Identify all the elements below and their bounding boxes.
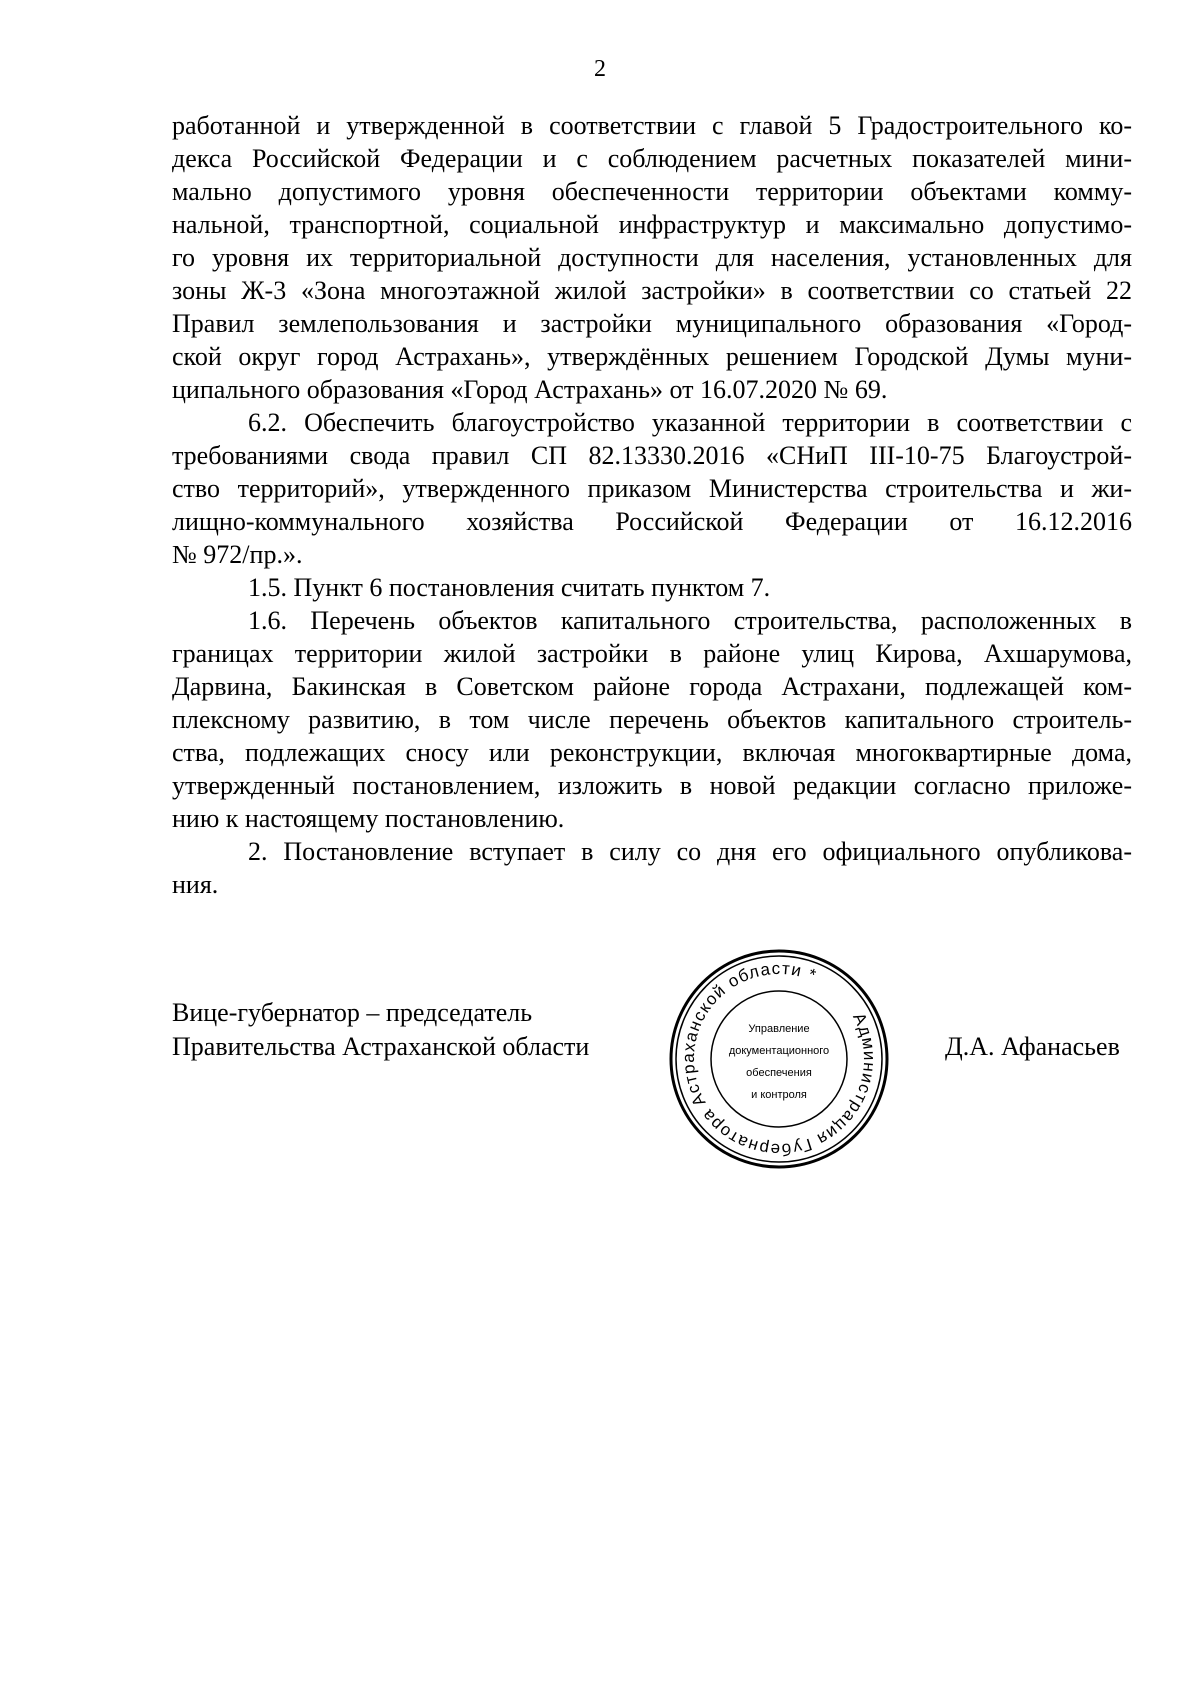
svg-text:Администрация Губернатора Астр bbox=[679, 959, 879, 1159]
text-line: Правил землепользования и застройки муниципального образования «Город- bbox=[172, 309, 1132, 338]
text-line: ципального образования «Город Астрахань» от 16.07.2020 № 69. bbox=[172, 375, 888, 404]
text-line: нальной, транспортной, социальной инфраструктур и максимально допустимо- bbox=[172, 210, 1132, 239]
paragraph-2-first-line: 2. Постановление вступает в силу со дня его официального опубликова- bbox=[248, 837, 1132, 866]
text-line: № 972/пр.». bbox=[172, 540, 303, 569]
paragraph-6-2-first-line: 6.2. Обеспечить благоустройство указанной территории в соответствии с bbox=[248, 408, 1132, 437]
text-line: ство территорий», утвержденного приказом Министерства строительства и жи- bbox=[172, 474, 1132, 503]
text-line: Дарвина, Бакинская в Советском районе города Астрахани, подлежащей ком- bbox=[172, 672, 1132, 701]
text-line: нию к настоящему постановлению. bbox=[172, 804, 565, 833]
text-line: ния. bbox=[172, 870, 219, 899]
seal-ring-text: Администрация Губернатора Астраханской области * bbox=[678, 958, 880, 1160]
signatory-position-line1: Вице-губернатор – председатель bbox=[172, 998, 533, 1027]
paragraph-1-5: 1.5. Пункт 6 постановления считать пунктом 7. bbox=[248, 573, 771, 602]
text-line: ской округ город Астрахань», утверждённых решением Городской Думы муни- bbox=[172, 342, 1132, 371]
seal-inner-line: и контроля bbox=[751, 1089, 807, 1101]
page-number: 2 bbox=[594, 56, 606, 82]
text-line: зоны Ж-3 «Зона многоэтажной жилой застройки» в соответствии со статьей 22 bbox=[172, 276, 1132, 305]
text-line: требованиями свода правил СП 82.13330.2016 «СНиП III-10-75 Благоустрой- bbox=[172, 441, 1132, 470]
text-line: го уровня их территориальной доступности для населения, установленных для bbox=[172, 243, 1132, 272]
seal-inner-line: документационного bbox=[728, 1045, 830, 1057]
official-seal bbox=[668, 948, 890, 1170]
signatory-position bbox=[172, 996, 589, 1064]
text-line: ства, подлежащих сносу или реконструкции, включая многоквартирные дома, bbox=[172, 738, 1132, 767]
text-line: мально допустимого уровня обеспеченности территории объектами комму- bbox=[172, 177, 1132, 206]
text-line: плексному развитию, в том числе перечень объектов капитального строитель- bbox=[172, 705, 1132, 734]
seal-inner-line: обеспечения bbox=[746, 1067, 812, 1079]
text-line: границах территории жилой застройки в районе улиц Кирова, Ахшарумова, bbox=[172, 639, 1132, 668]
paragraph-1-6-first-line: 1.6. Перечень объектов капитального строительства, расположенных в bbox=[248, 606, 1132, 635]
text-line: работанной и утвержденной в соответствии с главой 5 Градостроительного ко- bbox=[172, 111, 1132, 140]
signatory-name: Д.А. Афанасьев bbox=[945, 1032, 1120, 1061]
text-line: утвержденный постановлением, изложить в новой редакции согласно приложе- bbox=[172, 771, 1132, 800]
seal-inner-line: Управление bbox=[748, 1023, 810, 1035]
text-line: лищно-коммунального хозяйства Российской Федерации от 16.12.2016 bbox=[172, 507, 1132, 536]
signatory-position-line2: Правительства Астраханской области bbox=[172, 1032, 590, 1061]
text-line: декса Российской Федерации и с соблюдением расчетных показателей мини- bbox=[172, 144, 1132, 173]
